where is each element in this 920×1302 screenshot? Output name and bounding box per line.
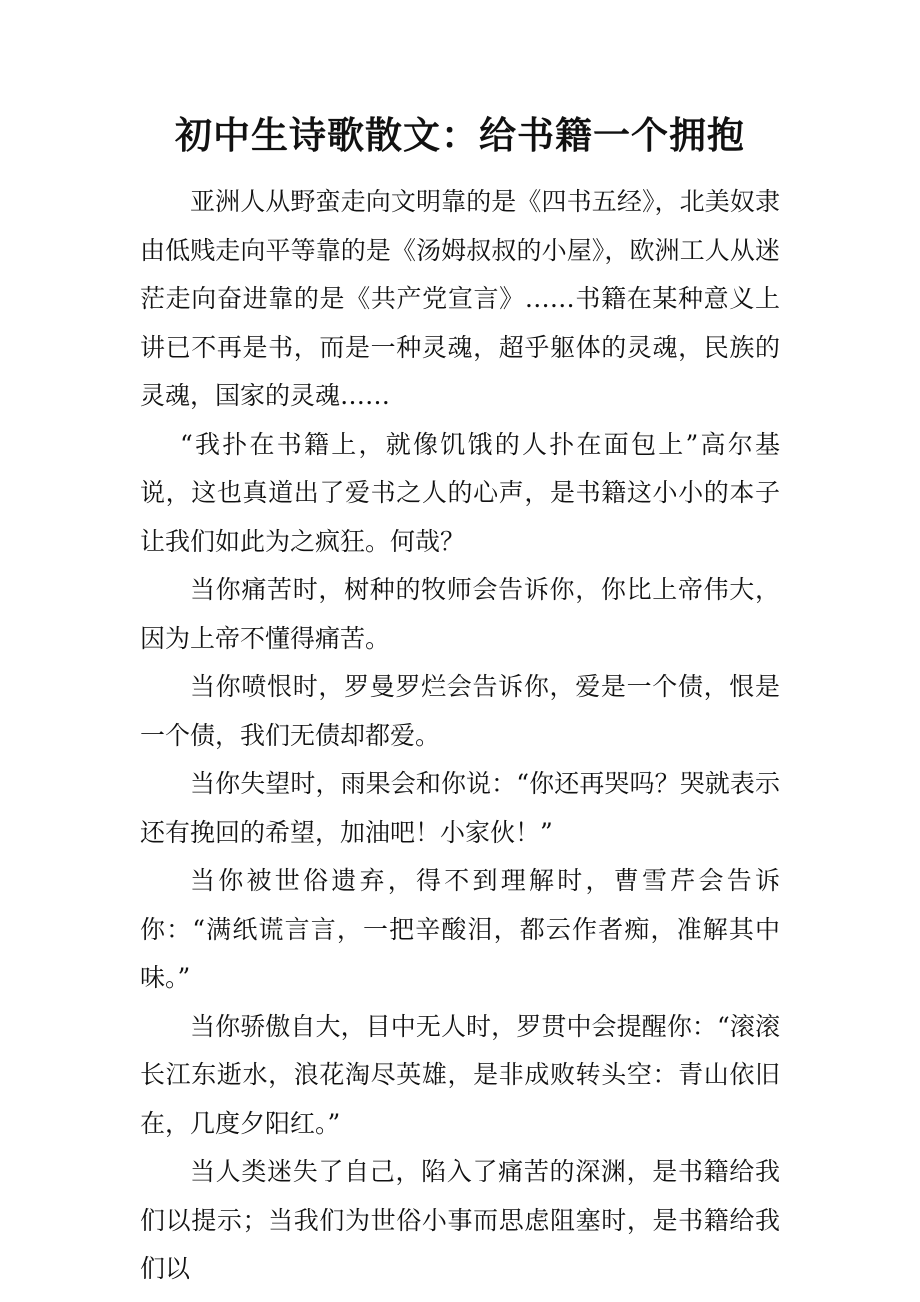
paragraph: 当你骄傲自大，目中无人时，罗贯中会提醒你：“滚滚长江东逝水，浪花淘尽英雄，是非成败转头空：青山依旧在，几度夕阳红。” — [140, 1011, 780, 1138]
paragraph: 当你喷恨时，罗曼罗烂会告诉你，爱是一个债，恨是一个债，我们无债却都爱。 — [140, 672, 780, 750]
paragraph: 当你被世俗遗弃，得不到理解时，曹雪芹会告诉你：“满纸谎言言，一把辛酸泪，都云作者痴，准解其中味。” — [140, 866, 780, 992]
paragraph: 亚洲人从野蛮走向文明靠的是《四书五经》，北美奴隶由低贱走向平等靠的是《汤姆叔叔的小屋》，欧洲工人从迷茫走向奋进靠的是《共产党宣言》……书籍在某种意义上讲已不再是书，而是一种灵魂，超乎躯体的灵魂，民族的灵魂，国家的灵魂…… — [140, 187, 780, 410]
paragraph: 当人类迷失了自己，陷入了痛苦的深渊，是书籍给我们以提示；当我们为世俗小事而思虑阻塞时，是书籍给我们以 — [140, 1157, 780, 1283]
paragraph: “我扑在书籍上，就像饥饿的人扑在面包上”高尔基说，这也真道出了爱书之人的心声，是书籍这小小的本子让我们如此为之疯狂。何哉？ — [140, 429, 780, 556]
paragraph: 当你失望时，雨果会和你说：“你还再哭吗？哭就表示还有挽回的希望，加油吧！小家伙！” — [140, 769, 780, 847]
document-body — [140, 178, 780, 1294]
document-title: 初中生诗歌散文：给书籍一个拥抱 — [175, 113, 745, 157]
paragraph: 当你痛苦时，树种的牧师会告诉你，你比上帝伟大，因为上帝不懂得痛苦。 — [140, 575, 780, 653]
